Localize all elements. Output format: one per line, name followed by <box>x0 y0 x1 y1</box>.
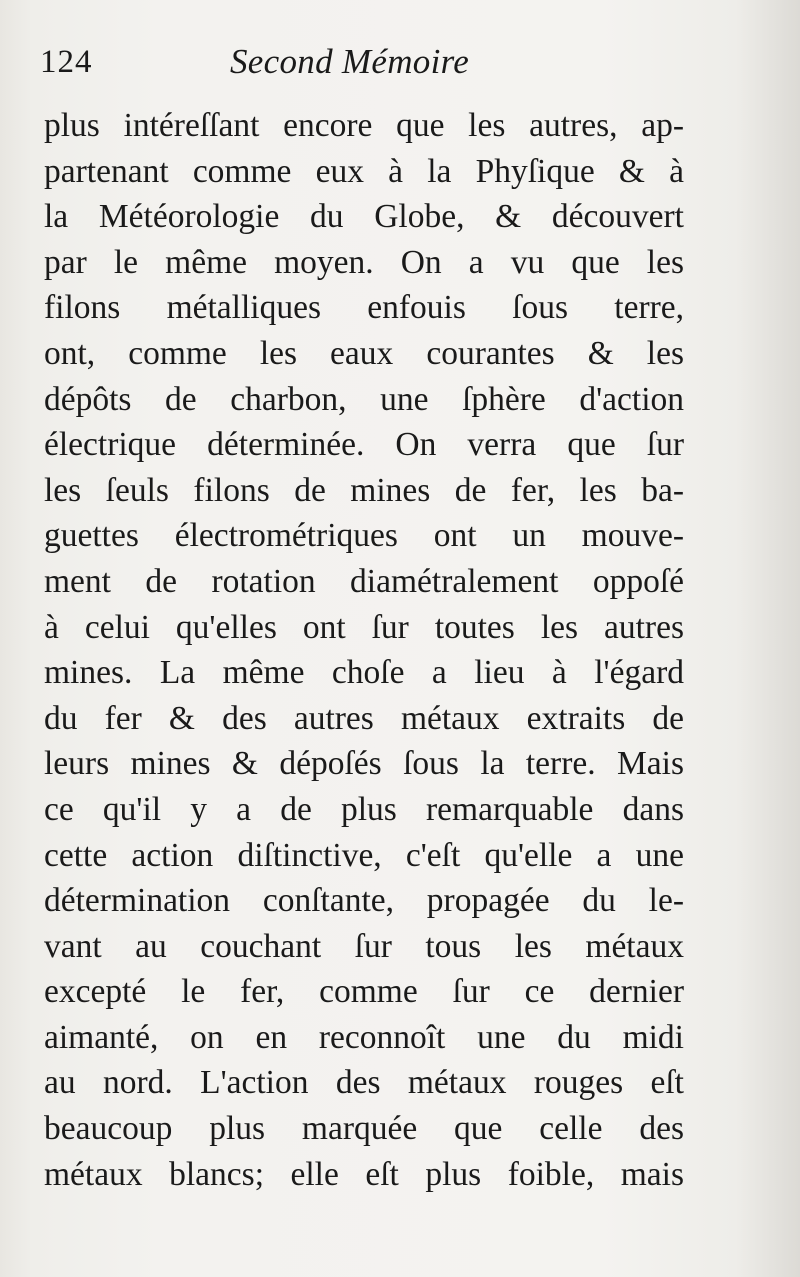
text-line: aimanté, on en reconnoît une du midi <box>44 1018 684 1056</box>
text-line: excepté le fer, comme ſur ce dernier <box>44 973 684 1011</box>
body-text <box>44 103 684 1197</box>
text-line: électrique déterminée. On verra que ſur <box>44 426 684 464</box>
text-line: ment de rotation diamétralement oppoſé <box>44 562 684 600</box>
text-line: du fer & des autres métaux extraits de <box>44 699 684 737</box>
text-line: vant au couchant ſur tous les métaux <box>44 927 684 965</box>
text-line: à celui qu'elles ont ſur toutes les autres <box>44 608 684 646</box>
text-line: beaucoup plus marquée que celle des <box>44 1110 684 1148</box>
running-title: Second Mémoire <box>230 42 470 81</box>
text-line: au nord. L'action des métaux rouges eſt <box>44 1064 684 1102</box>
page-number: 124 <box>40 44 93 80</box>
text-line: métaux blancs; elle eſt plus foible, mais <box>44 1155 684 1193</box>
text-line: partenant comme eux à la Phyſique & à <box>44 152 684 190</box>
text-line: la Météorologie du Globe, & découvert <box>44 198 684 236</box>
text-line: plus intéreſſant encore que les autres, ap- <box>44 107 684 144</box>
text-line: guettes électrométriques ont un mouve- <box>44 517 684 555</box>
text-line: dépôts de charbon, une ſphère d'action <box>44 380 684 418</box>
text-line: filons métalliques enfouis ſous terre, <box>44 289 684 327</box>
text-line: les ſeuls filons de mines de fer, les ba- <box>44 471 684 509</box>
text-line: par le même moyen. On a vu que les <box>44 243 684 281</box>
text-line: ce qu'il y a de plus remarquable dans <box>44 790 684 828</box>
text-line: mines. La même choſe a lieu à l'égard <box>44 654 684 692</box>
text-line: leurs mines & dépoſés ſous la terre. Mais <box>44 745 684 783</box>
page-header <box>40 38 760 98</box>
text-line: ont, comme les eaux courantes & les <box>44 334 684 372</box>
text-line: cette action diſtinctive, c'eſt qu'elle a une <box>44 836 684 874</box>
text-line: détermination conſtante, propagée du le- <box>44 882 684 920</box>
